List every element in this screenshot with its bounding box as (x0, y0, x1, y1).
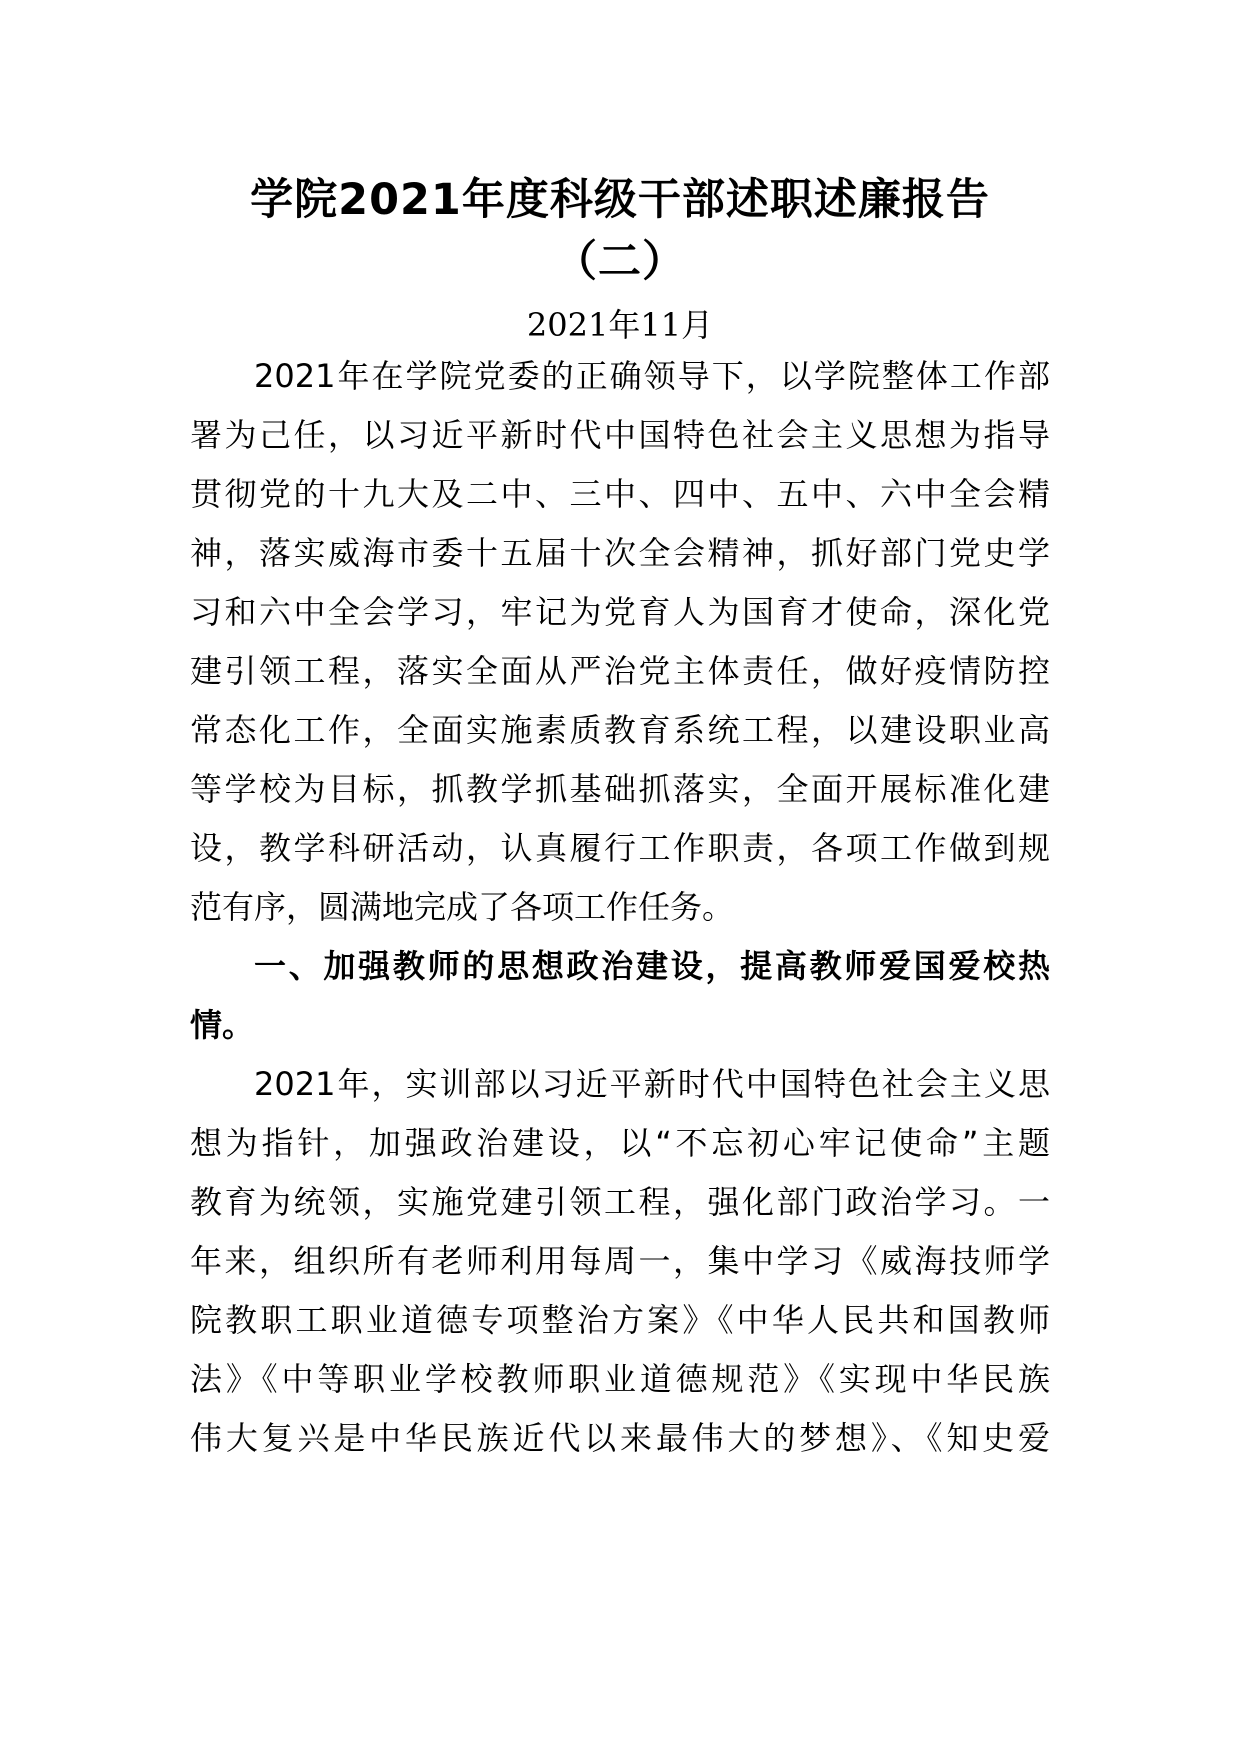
section-heading: 情。 (190, 1006, 255, 1044)
paragraph-line: 法》《中等职业学校教师职业道德规范》《实现中华民族 (190, 1360, 1050, 1398)
paragraph-line: 习和六中全会学习，牢记为党育人为国育才使命，深化党 (190, 593, 1050, 631)
paragraph-line: 常态化工作，全面实施素质教育系统工程，以建设职业高 (190, 711, 1050, 749)
paragraph-line: 等学校为目标，抓教学抓基础抓落实，全面开展标准化建 (190, 770, 1050, 808)
paragraph-line: 贯彻党的十九大及二中、三中、四中、五中、六中全会精 (190, 475, 1050, 513)
document-title-suffix: （二） (554, 237, 686, 287)
paragraph-line: 神，落实威海市委十五届十次全会精神，抓好部门党史学 (190, 534, 1050, 572)
document-date: 2021年11月 (526, 306, 714, 344)
paragraph-line: 署为己任，以习近平新时代中国特色社会主义思想为指导 (190, 416, 1050, 454)
paragraph-line: 建引领工程，落实全面从严治党主体责任，做好疫情防控 (190, 652, 1050, 690)
paragraph-line: 想为指针，加强政治建设，以“不忘初心牢记使命”主题 (190, 1124, 1050, 1162)
document-title: 学院2021年度科级干部述职述廉报告 (250, 175, 990, 225)
paragraph-line: 伟大复兴是中华民族近代以来最伟大的梦想》、《知史爱 (190, 1419, 1050, 1457)
paragraph-line: 年来，组织所有老师利用每周一，集中学习《威海技师学 (190, 1242, 1050, 1280)
paragraph-line: 教育为统领，实施党建引领工程，强化部门政治学习。一 (190, 1183, 1050, 1221)
paragraph-line: 院教职工职业道德专项整治方案》《中华人民共和国教师 (190, 1301, 1050, 1339)
paragraph-line: 设，教学科研活动，认真履行工作职责，各项工作做到规 (190, 829, 1050, 867)
paragraph-line: 2021年在学院党委的正确领导下，以学院整体工作部 (254, 357, 1050, 395)
paragraph-line: 范有序，圆满地完成了各项工作任务。 (190, 888, 735, 926)
section-heading: 一、加强教师的思想政治建设，提高教师爱国爱校热 (254, 947, 1050, 985)
paragraph-line: 2021年，实训部以习近平新时代中国特色社会主义思 (254, 1065, 1050, 1103)
